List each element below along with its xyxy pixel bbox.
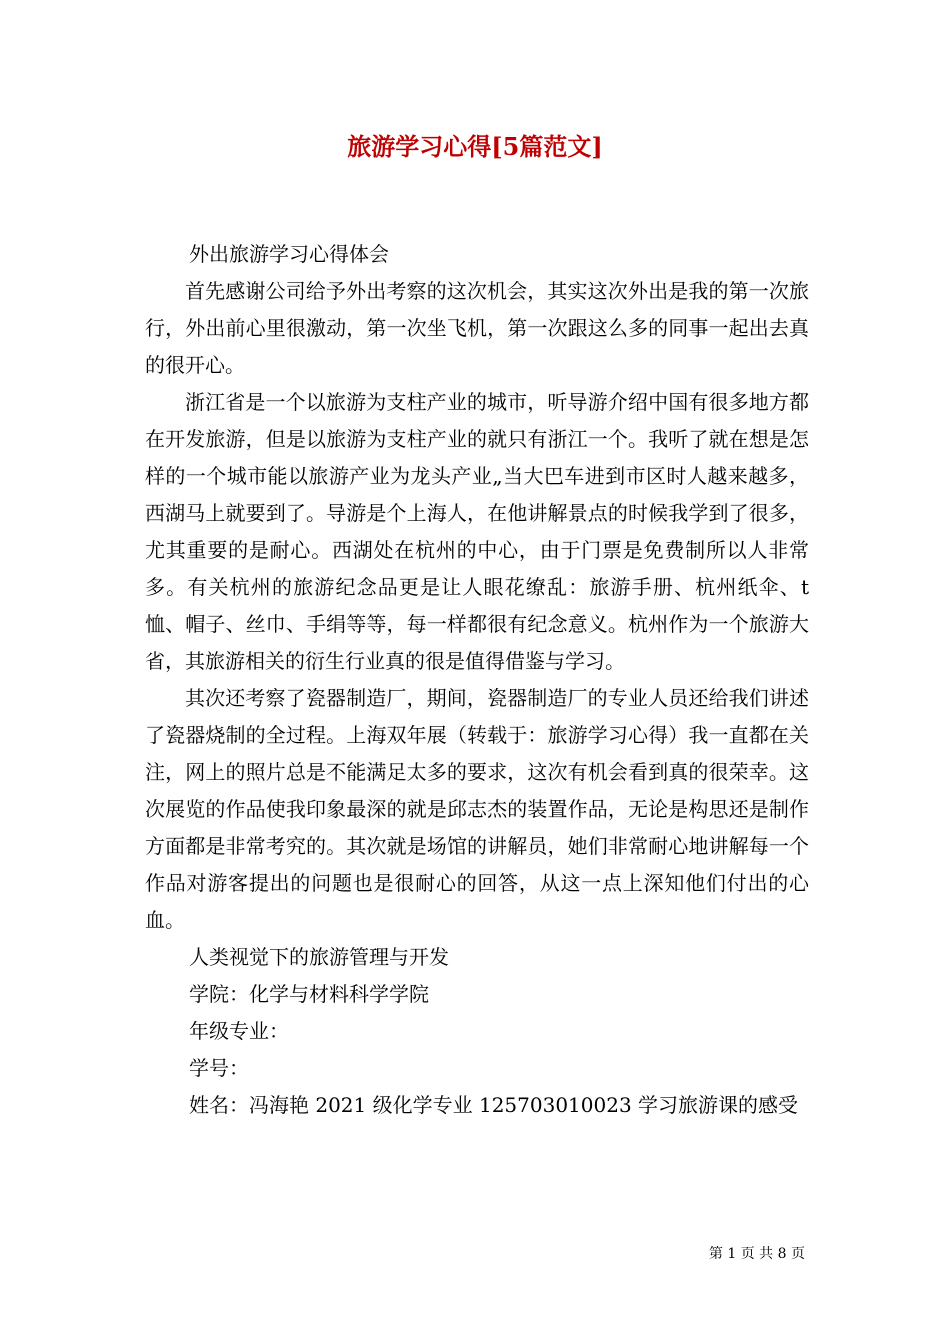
page-number: 第 1 页 共 8 页 (708, 1246, 805, 1262)
paragraph-2: 浙江省是一个以旅游为支柱产业的城市，听导游介绍中国有很多地方都在开发旅游，但是以旅游为支柱产业的就只有浙江一个。我听了就在想是怎样的一个城市能以旅游产业为龙头产业„当大巴车进到市区时人越来越多，西湖马上就要到了。导游是个上海人，在他讲解景点的时候我学到了很多，尤其重要的是耐心。西湖处在杭州的中心，由于门票是免费制所以人非常多。有关杭州的旅游纪念品更是让人眼花缭乱：旅游手册、杭州纸伞、t恤、帽子、丝巾、手绢等等，每一样都很有纪念意义。杭州作为一个旅游大省，其旅游相关的衍生行业真的很是值得借鉴与学习。 (145, 390, 809, 673)
student-number-line: 学号： (189, 1056, 249, 1080)
paragraph-3: 其次还考察了瓷器制造厂，期间，瓷器制造厂的专业人员还给我们讲述了瓷器烧制的全过程。上海双年展（转载于：旅游学习心得）我一直都在关注，网上的照片总是不能满足太多的要求，这次有机会看到真的很荣幸。这次展览的作品使我印象最深的就是邱志杰的装置作品，无论是构思还是制作方面都是非常考究的。其次就是场馆的讲解员，她们非常耐心地讲解每一个作品对游客提出的问题也是很耐心的回答，从这一点上深知他们付出的心血。 (145, 686, 809, 932)
document-body (145, 236, 809, 1124)
second-heading: 人类视觉下的旅游管理与开发 (189, 945, 449, 969)
paragraph-1: 首先感谢公司给予外出考察的这次机会，其实这次外出是我的第一次旅行，外出前心里很激动，第一次坐飞机，第一次跟这么多的同事一起出去真的很开心。 (145, 279, 809, 377)
grade-line: 年级专业： (189, 1019, 289, 1043)
college-line: 学院：化学与材料科学学院 (189, 982, 429, 1006)
section-heading: 外出旅游学习心得体会 (189, 242, 389, 266)
document-title: 旅游学习心得[5篇范文] (347, 132, 603, 161)
name-line: 姓名：冯海艳 2021 级化学专业 125703010023 学习旅游课的感受 (189, 1093, 799, 1117)
